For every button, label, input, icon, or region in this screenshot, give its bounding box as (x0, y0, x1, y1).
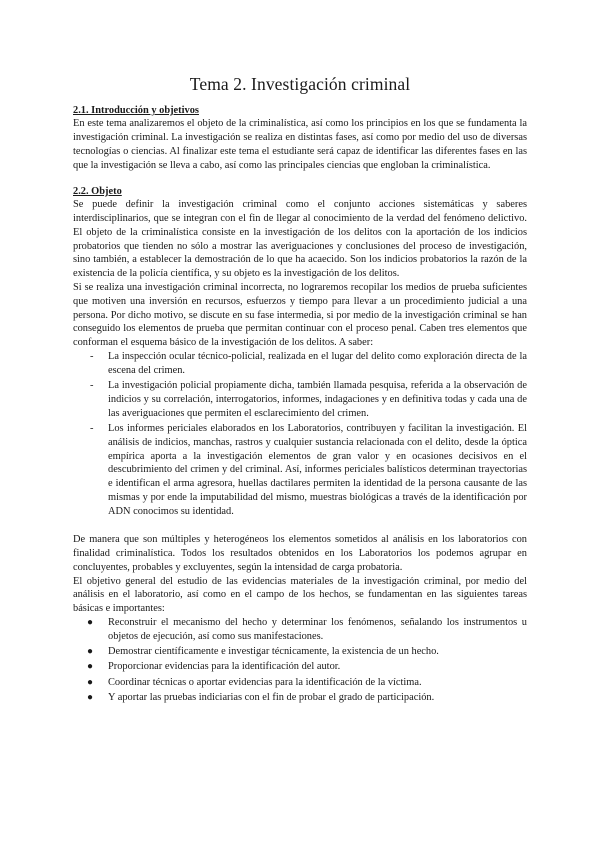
list-item (73, 350, 527, 378)
list-item (73, 379, 527, 420)
bullet-marker: ● (87, 676, 94, 688)
list-item (73, 676, 527, 690)
bullet-marker: ● (87, 661, 94, 673)
list-item-text: Coordinar técnicas o aportar evidencias para la identificación de la víctima. (108, 676, 422, 688)
page-title: Tema 2. Investigación criminal (189, 74, 411, 94)
list-item (73, 691, 527, 705)
objeto-paragraph-1: Se puede definir la investigación criminal como el conjunto acciones sistemáticas y saberes interdisciplinarios, que se integran con el fin de llegar al conocimiento de la verdad del fenómeno delictivo. El objeto de la criminalística consiste en la investigación de los delitos con la aportación de los indicios probatorios que tienden no sólo a mostrar las averiguaciones y conclusiones del proceso de investigación, sino también, a establecer la demostración de lo que ha acaecido. Son los indicios probatorios la razón de la existencia de la policía científica, y su objeto es la investigación de los delitos. (73, 199, 527, 280)
section-heading-intro: 2.1. Introducción y objetivos (73, 105, 199, 116)
list-item (73, 660, 527, 674)
intro-paragraph: En este tema analizaremos el objeto de la criminalística, así como los principios en los que se fundamenta la investigación criminal. La investigación se realiza en distintas fases, así como por medio del uso de diversas tecnologías o ciencias. Al finalizar este tema el estudiante será capaz de identificar las diferentes fases en las que la investigación se lleva a cabo, así como las principales ciencias que engloban la criminalística. (73, 118, 527, 171)
list-item-text: Reconstruir el mecanismo del hecho y determinar los fenómenos, señalando los instrumentos u objetos de ejecución, así como sus manifestaciones. (108, 616, 527, 642)
dash-marker: - (90, 423, 94, 435)
list-item-text: La inspección ocular técnico-policial, realizada en el lugar del delito como exploración directa de la escena del crimen. (108, 351, 527, 376)
bullet-marker: ● (87, 691, 94, 703)
objective-paragraph: El objetivo general del estudio de las evidencias materiales de la investigación criminal, por medio del análisis en el laboratorio, así como en el campo de los hechos, se fundamentan en las siguientes tareas básicas e importantes: (73, 575, 527, 615)
list-item (73, 422, 527, 519)
list-item-text: La investigación policial propiamente dicha, también llamada pesquisa, referida a la observación de indicios y su correlación, interrogatorios, informes, indagaciones y en definitiva todas y cada una de las averiguaciones que permiten el esclarecimiento del crimen. (108, 380, 527, 419)
laboratory-paragraph: De manera que son múltiples y heterogéneos los elementos sometidos al análisis en los laboratorios con finalidad criminalística. Todos los resultados obtenidos en los Laboratorios los podemos agrupar en concluyentes, probables y excluyentes, según la intensidad de carga probatoria. (73, 534, 527, 573)
document-body (73, 73, 527, 706)
bullet-marker: ● (87, 645, 94, 657)
list-item (73, 645, 527, 659)
bullet-marker: ● (87, 616, 94, 628)
dash-marker: - (90, 380, 94, 392)
list-item-text: Proporcionar evidencias para la identificación del autor. (108, 661, 341, 673)
objeto-paragraph-2: Si se realiza una investigación criminal incorrecta, no lograremos recopilar los medios de prueba suficientes que motiven una inversión en recursos, esfuerzos y tiempo para llevar a un procedimiento judicial a una persona. Por dicho motivo, se discute en su fase intermedia, si por medio de la investigación criminal se han conseguido los elementos de prueba que permitan continuar con el proceso penal. Caben tres elementos que conforman el esquema básico de la investigación de los delitos. A saber: (73, 282, 527, 349)
section-heading-objeto: 2.2. Objeto (73, 185, 122, 197)
dash-marker: - (90, 351, 94, 363)
list-item-text: Demostrar científicamente e investigar técnicamente, la existencia de un hecho. (108, 645, 439, 657)
list-item-text: Y aportar las pruebas indiciarias con el fin de probar el grado de participación. (108, 691, 435, 703)
list-item-text: Los informes periciales elaborados en los Laboratorios, contribuyen y facilitan la investigación. El análisis de indicios, manchas, rastros y cualquier sustancia relacionada con el delito, desde la óptica empírica aporta a la investigación elementos de gran valor y en ocasiones decisivos en el descubrimiento del crimen y del criminal. Así, informes periciales balísticos determinan trayectorias e identifican el arma agresora, huellas dactilares permiten la identidad de la persona causante de las mismas y por ende la imputabilidad del mismo, muestras biológicas a través de la identificación por ADN conocimos su identidad. (108, 423, 527, 517)
elements-dash-list (73, 350, 527, 519)
list-item (73, 616, 527, 644)
tasks-bullet-list (73, 616, 527, 705)
